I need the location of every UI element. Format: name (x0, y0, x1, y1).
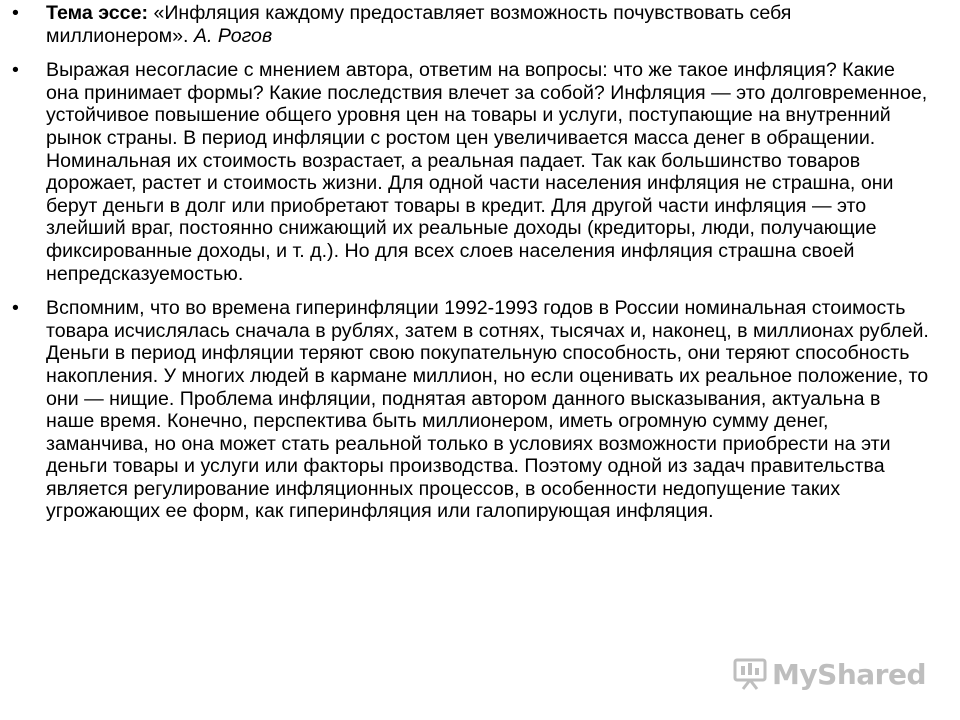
essay-topic-label: Тема эссе: (46, 2, 148, 24)
paragraph-text: Вспомним, что во времена гиперинфляции 1992-1993 годов в России номинальная стоимость товара исчислялась сначала в рублях, затем в сотнях, тысячах и, наконец, в миллионах рублей. Деньги в период инфляции теряют свою покупательную способность, они теряют способность накопления. У многих людей в кармане миллион, но если оценивать их реальное положение, то они — нищие. Проблема инфляции, поднятая автором данного высказывания, актуальна в наше время. Конечно, перспектива быть миллионером, иметь огромную сумму денег, заманчива, но она может стать реальной только в условиях возможности приобрести на эти деньги товары и услуги или факторы производства. Поэтому одной из задач правительства является регулирование инфляционных процессов, в особенности недопущение таких угрожающих ее форм, как гиперинфляция или галопирующая инфляция. (46, 297, 929, 523)
essay-topic-quote: «Инфляция каждому предоставляет возможность почувствовать себя миллионером». (46, 2, 792, 47)
quote-author: А. Рогов (193, 24, 273, 47)
watermark (732, 656, 926, 692)
bullet-marker: • (12, 2, 19, 24)
hyperinflation-bullet (12, 297, 930, 523)
bullet-marker: • (12, 59, 19, 82)
bullet-marker: • (12, 297, 19, 320)
essay-topic-bullet (12, 2, 930, 47)
bullet-list (12, 2, 930, 535)
watermark-text: MyShared (772, 657, 926, 691)
paragraph-text: Выражая несогласие с мнением автора, ответим на вопросы: что же такое инфляция? Какие она принимает формы? Какие последствия влечет за собой? Инфляция — это долговременное, устойчивое повышение общего уровня цен на товары и услуги, поступающие на внутренний рынок страны. В период инфляции с ростом цен увеличивается масса денег в обращении. Номинальная их стоимость возрастает, а реальная падает. Так как большинство товаров дорожает, растет и стоимость жизни. Для одной части населения инфляция не страшна, они берут деньги в долг или приобретают товары в кредит. Для другой части инфляция — это злейший враг, постоянно снижающий их реальные доходы (кредиторы, люди, получающие фиксированные доходы, и т. д.). Но для всех слоев населения инфляция страшна своей непредсказуемостью. (46, 59, 928, 285)
presentation-board-icon (732, 656, 768, 692)
inflation-definition-bullet (12, 59, 930, 285)
